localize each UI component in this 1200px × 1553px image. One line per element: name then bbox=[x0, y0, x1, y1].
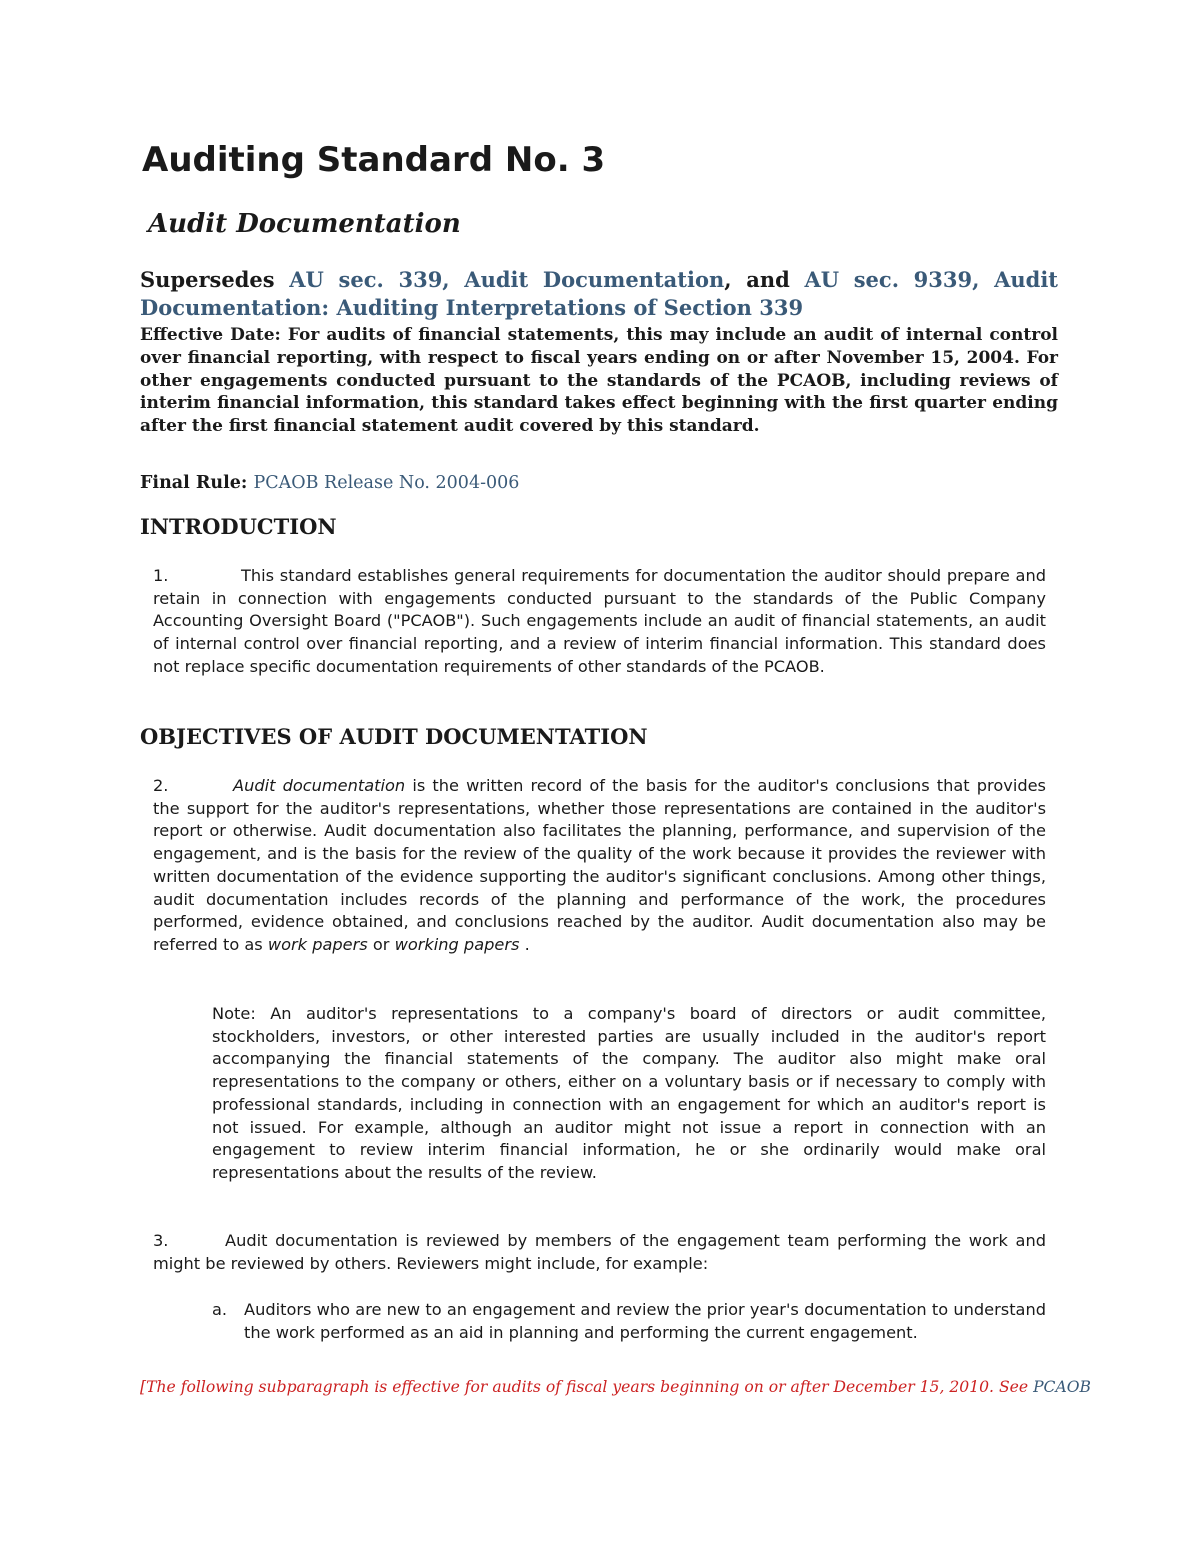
supersedes-line bbox=[140, 266, 1058, 322]
section-heading-introduction: INTRODUCTION bbox=[140, 514, 337, 539]
final-rule-label: Final Rule: bbox=[140, 473, 254, 493]
paragraph-number: 3. bbox=[153, 1231, 169, 1250]
effective-subparagraph-note bbox=[140, 1376, 1091, 1398]
pcaob-link[interactable]: PCAOB bbox=[1033, 1378, 1091, 1396]
page-title: Auditing Standard No. 3 bbox=[142, 140, 606, 180]
au-sec-339-link[interactable]: AU sec. 339, Audit Documentation bbox=[289, 267, 725, 292]
paragraph-text-end: . bbox=[519, 934, 530, 954]
paragraph-number: 2. bbox=[153, 776, 169, 795]
paragraph-1 bbox=[153, 565, 1046, 679]
term-working-papers: working papers bbox=[394, 934, 520, 954]
supersedes-label: Supersedes bbox=[140, 267, 290, 292]
paragraph-text: is the written record of the basis for the auditor's conclusions that provides the support for the auditor's representations, whether those representations are contained in the auditor's report or otherwise. Audit documentation also facilitates the planning, performance, and supervision of the engagement, and is the basis for the review of the quality of the work because it provides the reviewer with written documentation of the evidence supporting the auditor's significant conclusions. Among other things, audit documentation includes records of the planning and performance of the work, the procedures performed, evidence obtained, and conclusions reached by the auditor. Audit documentation also may be referred to as bbox=[153, 776, 1046, 954]
list-item-a bbox=[212, 1299, 1046, 1344]
paragraph-text-or: or bbox=[367, 934, 395, 954]
final-rule-line bbox=[140, 470, 1058, 496]
paragraph-number: 1. bbox=[153, 566, 169, 585]
term-audit-documentation: Audit documentation bbox=[233, 776, 406, 795]
pcaob-release-link[interactable]: PCAOB Release No. 2004-006 bbox=[253, 473, 520, 493]
paragraph-text: Audit documentation is reviewed by members of the engagement team performing the work and might be reviewed by others. Reviewers might include, for example: bbox=[153, 1231, 1046, 1273]
supersedes-conjunction: , and bbox=[724, 267, 805, 292]
effective-date: Effective Date: For audits of financial statements, this may include an audit of internal control over financial reporting, with respect to fiscal years ending on or after November 15, 2004. For other engagements conducted pursuant to the standards of the PCAOB, including reviews of interim financial information, this standard takes effect beginning with the first quarter ending after the first financial statement audit covered by this standard. bbox=[140, 325, 1058, 437]
au-sec-9339-link[interactable]: AU sec. 9339, Audit Documentation: Auditing Interpretations of Section 339 bbox=[140, 267, 1059, 320]
paragraph-3 bbox=[153, 1230, 1046, 1275]
red-note-text: [The following subparagraph is effective for audits of fiscal years beginning on or after December 15, 2010. See bbox=[140, 1378, 1034, 1396]
paragraph-2 bbox=[153, 775, 1046, 957]
note-paragraph: Note: An auditor's representations to a company's board of directors or audit committee, stockholders, investors, or other interested parties are usually included in the auditor's report accompanying the financial statements of the company. The auditor also might make oral representations to the company or others, either on a voluntary basis or if necessary to comply with professional standards, including in connection with an engagement for which an auditor's report is not issued. For example, although an auditor might not issue a report in connection with an engagement to review interim financial information, he or she ordinarily would make oral representations about the results of the review. bbox=[212, 1004, 1046, 1182]
page-subtitle: Audit Documentation bbox=[148, 209, 461, 239]
list-item-letter: a. bbox=[212, 1300, 228, 1319]
term-work-papers: work papers bbox=[267, 934, 368, 954]
section-heading-objectives: OBJECTIVES OF AUDIT DOCUMENTATION bbox=[140, 724, 648, 749]
paragraph-text: This standard establishes general requirements for documentation the auditor should prepare and retain in connection with engagements conducted pursuant to the standards of the Public Company Accounting Oversight Board ("PCAOB"). Such engagements include an audit of financial statements, an audit of internal control over financial reporting, and a review of interim financial information. This standard does not replace specific documentation requirements of other standards of the PCAOB. bbox=[153, 566, 1046, 676]
list-item-text: Auditors who are new to an engagement and review the prior year's documentation to understand the work performed as an aid in planning and performing the current engagement. bbox=[244, 1300, 1046, 1342]
